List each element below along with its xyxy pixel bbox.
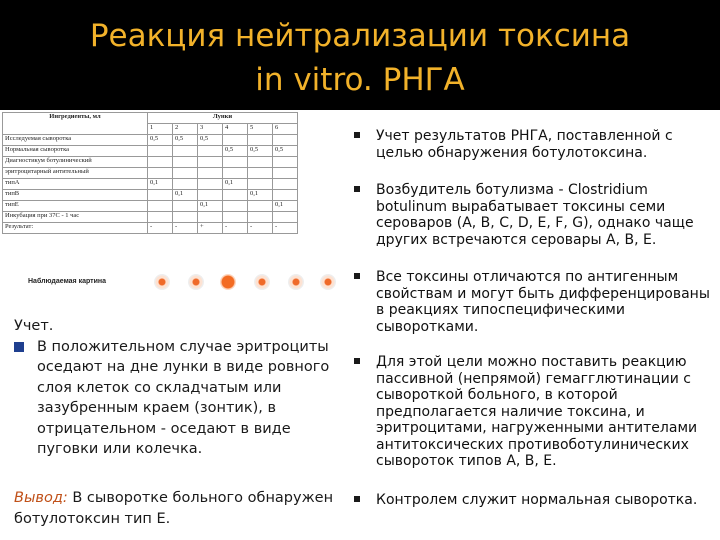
bullet-square-icon <box>354 496 360 502</box>
conclusion-label: Вывод: <box>14 490 68 506</box>
table-cell <box>173 146 198 157</box>
table-cell <box>173 168 198 179</box>
table-cell <box>248 212 273 223</box>
table-cell <box>248 135 273 146</box>
table-cell: 0,5 <box>198 135 223 146</box>
wells-row <box>2 270 338 296</box>
title-line-2: in vitro. РНГА <box>255 62 465 98</box>
table-cell: 0,1 <box>273 201 298 212</box>
well-1 <box>154 274 170 290</box>
table-cell <box>198 179 223 190</box>
table-cell <box>223 168 248 179</box>
table-header-wells: Лунки <box>148 113 298 124</box>
bullet-4 <box>354 354 720 470</box>
well-3 <box>220 274 236 290</box>
conclusion-text: В сыворотке больного обнаружен ботулотоксин тип Е. <box>14 490 334 527</box>
table-cell: - <box>173 223 198 234</box>
table-cell: 0,1 <box>223 179 248 190</box>
table-cell: - <box>223 223 248 234</box>
table-header-ingredients: Ингредиенты, мл <box>3 113 148 135</box>
table-row <box>3 168 298 179</box>
results-table <box>2 112 298 234</box>
well-2 <box>188 274 204 290</box>
table-cell <box>173 157 198 168</box>
left-text <box>14 316 342 527</box>
table-row <box>3 201 298 212</box>
table-cell <box>148 146 173 157</box>
bullet-2 <box>354 182 720 248</box>
table-cell <box>223 190 248 201</box>
table-cell <box>198 212 223 223</box>
left-item <box>14 337 342 460</box>
title-line-1: Реакция нейтрализации токсина <box>89 18 631 54</box>
bullet-square-icon <box>354 273 360 279</box>
left-item-text: В положительном случае эритроциты оседают на дне лунки в виде ровного слоя клеток со складчатым или зазубренным краем (зонтик), в отрицательном - оседают в виде пуговки или колечка. <box>37 338 330 457</box>
bullet-square-icon <box>354 186 360 192</box>
table-cell <box>173 212 198 223</box>
table-cell <box>273 135 298 146</box>
table-row-label: Исследуемая сыворотка <box>3 135 148 146</box>
table-cell: - <box>248 223 273 234</box>
table-row <box>3 135 298 146</box>
bullet-square-icon <box>354 358 360 364</box>
table-cell <box>148 212 173 223</box>
table-col-5: 5 <box>248 124 273 135</box>
checkbox-bullet-icon <box>14 342 24 352</box>
table-cell: 0,1 <box>198 201 223 212</box>
table-cell <box>148 201 173 212</box>
table-cell: 0,1 <box>248 190 273 201</box>
bullet-square-icon <box>354 132 360 138</box>
table-cell <box>173 179 198 190</box>
table-cell <box>223 135 248 146</box>
conclusion <box>14 488 344 529</box>
slide-title <box>0 14 720 102</box>
table-cell <box>148 190 173 201</box>
bullet-5 <box>354 492 720 509</box>
table-cell: + <box>198 223 223 234</box>
table-cell: 0,5 <box>248 146 273 157</box>
table-cell <box>148 157 173 168</box>
table-row-label: Диагностикум ботулинический <box>3 157 148 168</box>
table-cell <box>148 168 173 179</box>
table-row-label: Нормальная сыворотка <box>3 146 148 157</box>
results-table-image <box>2 112 338 302</box>
left-heading: Учет. <box>14 318 54 334</box>
table-cell <box>248 168 273 179</box>
table-cell: 0,5 <box>148 135 173 146</box>
table-row <box>3 179 298 190</box>
table-cell: - <box>273 223 298 234</box>
table-cell: 0,5 <box>173 135 198 146</box>
table-cell: 0,5 <box>223 146 248 157</box>
table-row <box>3 212 298 223</box>
table-cell <box>273 179 298 190</box>
table-cell <box>273 190 298 201</box>
table-row-label: типВ <box>3 190 148 201</box>
bullet-3-text: Все токсины отличаются по антигенным свойствам и могут быть дифференцированы в реакциях типоспецифическими сыворотками. <box>376 269 710 335</box>
table-cell <box>223 212 248 223</box>
well-4 <box>254 274 270 290</box>
table-cell <box>248 157 273 168</box>
table-cell: 0,1 <box>173 190 198 201</box>
table-row-label: Результат: <box>3 223 148 234</box>
bullet-3 <box>354 269 720 335</box>
table-col-6: 6 <box>273 124 298 135</box>
bullet-1 <box>354 128 720 161</box>
table-col-2: 2 <box>173 124 198 135</box>
table-cell <box>248 179 273 190</box>
table-row <box>3 146 298 157</box>
table-col-1: 1 <box>148 124 173 135</box>
well-6 <box>320 274 336 290</box>
table-cell <box>198 146 223 157</box>
table-col-3: 3 <box>198 124 223 135</box>
well-5 <box>288 274 304 290</box>
table-cell <box>198 168 223 179</box>
table-row-label: эритроцитарный антительный <box>3 168 148 179</box>
table-col-4: 4 <box>223 124 248 135</box>
bullet-5-text: Контролем служит нормальная сыворотка. <box>376 492 698 508</box>
table-row <box>3 157 298 168</box>
table-cell <box>248 201 273 212</box>
table-cell <box>223 157 248 168</box>
bullet-1-text: Учет результатов РНГА, поставленной с целью обнаружения ботулотоксина. <box>376 128 673 161</box>
table-body <box>3 135 298 234</box>
bullet-2-text: Возбудитель ботулизма - Clostridium botulinum вырабатывает токсины семи сероваров (А, B, С, D, E, F, G), однако чаще других встречаются серовары А, В, Е. <box>376 182 694 248</box>
table-cell: 0,1 <box>148 179 173 190</box>
table-cell <box>273 212 298 223</box>
table-row-label: типЕ <box>3 201 148 212</box>
table-row <box>3 190 298 201</box>
wells-caption: Наблюдаемая картина <box>28 278 107 285</box>
table-cell: - <box>148 223 173 234</box>
table-cell <box>198 190 223 201</box>
table-cell <box>273 157 298 168</box>
table-cell <box>173 201 198 212</box>
bullet-4-text: Для этой цели можно поставить реакцию пассивной (непрямой) гемагглютинации с сывороткой больного, в которой предполагается наличие токсина, и эритроцитами, нагруженными антителами антитоксических противоботулинических сывороток типов А, В, Е. <box>376 354 698 469</box>
table-row-label: Инкубация при 37С - 1 час <box>3 212 148 223</box>
table-cell: 0,5 <box>273 146 298 157</box>
table-cell <box>223 201 248 212</box>
table-row-label: типА <box>3 179 148 190</box>
table-row <box>3 223 298 234</box>
table-cell <box>273 168 298 179</box>
table-cell <box>198 157 223 168</box>
